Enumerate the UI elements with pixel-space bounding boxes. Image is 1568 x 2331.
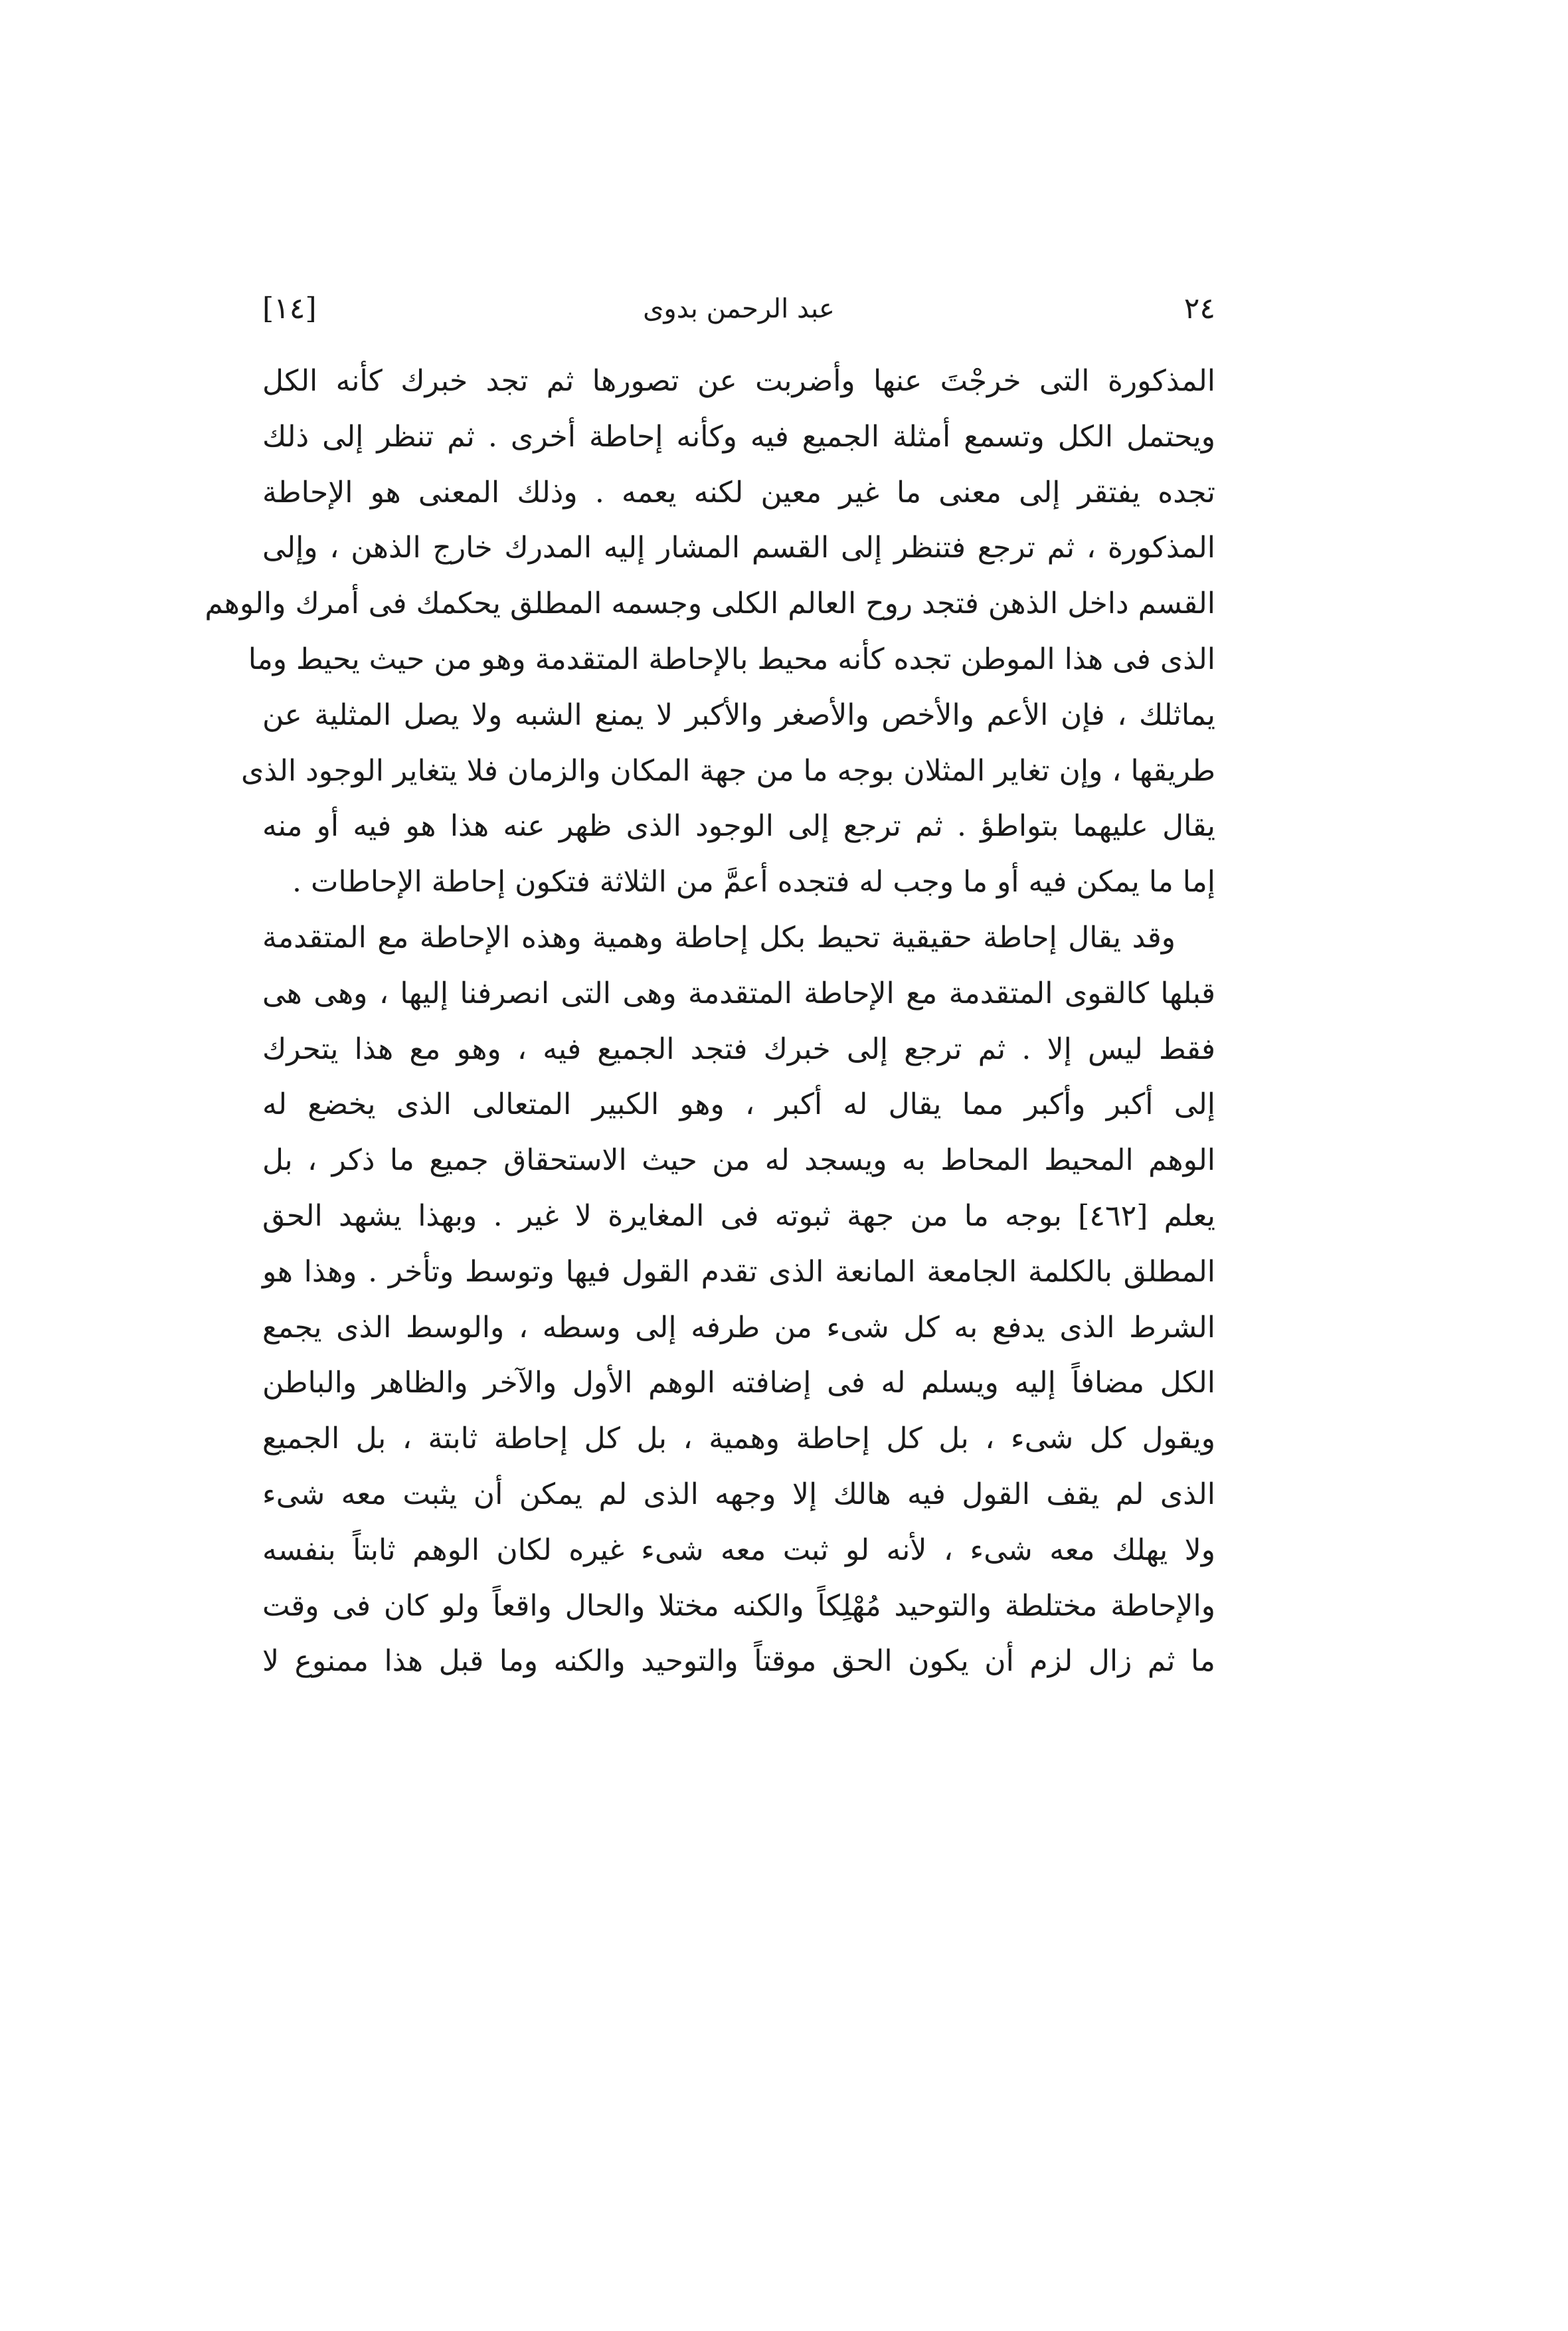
body-text [205,353,1216,1689]
text-line: ويحتمل الكل وتسمع أمثلة الجميع فيه وكأنه إحاطة أخرى . ثم تنظر إلى ذلك [262,419,1215,454]
section-number: [١٤] [262,292,317,326]
text-line: وقد يقال إحاطة حقيقية تحيط بكل إحاطة وهمية وهذه الإحاطة مع المتقدمة [262,920,1176,955]
text-line: تجده يفتقر إلى معنى ما غير معين لكنه يعمه . وذلك المعنى هو الإحاطة [262,475,1215,510]
paragraph [262,910,1215,1689]
text-line: الكل مضافاً إليه ويسلم له فى إضافته الوهم الأول والآخر والظاهر والباطن [262,1366,1215,1400]
text-line: المطلق بالكلمة الجامعة المانعة الذى تقدم القول فيها وتوسط وتأخر . وهذا هو [262,1254,1215,1289]
text-line: قبلها كالقوى المتقدمة مع الإحاطة المتقدمة وهى التى انصرفنا إليها ، وهى هى [262,976,1215,1010]
text-line: الشرط الذى يدفع به كل شىء من طرفه إلى وسطه ، والوسط الذى يجمع [262,1310,1215,1345]
text-line: الوهم المحيط المحاط به ويسجد له من حيث الاستحقاق جميع ما ذكر ، بل [262,1143,1215,1178]
text-line: يعلم [٤٦٢] بوجه ما من جهة ثبوته فى المغايرة لا غير . وبهذا يشهد الحق [262,1198,1216,1233]
text-line: القسم داخل الذهن فتجد روح العالم الكلى وجسمه المطلق يحكمك فى أمرك والوهم [205,587,1215,621]
running-head-author: عبد الرحمن بدوى [643,294,835,324]
text-line: يقال عليهما بتواطؤ . ثم ترجع إلى الوجود الذى ظهر عنه هذا هو فيه أو منه [262,809,1215,844]
text-line: طريقها ، وإن تغاير المثلان بوجه ما من جهة المكان والزمان فلا يتغاير الوجود الذى [240,753,1215,788]
text-line: ولا يهلك معه شىء ، لأنه لو ثبت معه شىء غيره لكان الوهم ثابتاً بنفسه [262,1533,1215,1567]
text-line: ما ثم زال لزم أن يكون الحق موقتاً والتوحيد والكنه وما قبل هذا ممنوع لا [262,1644,1215,1679]
text-line: والإحاطة مختلطة والتوحيد مُهْلِكاً والكنه مختلا والحال واقعاً ولو كان فى وقت [262,1588,1215,1623]
text-line: المذكورة ، ثم ترجع فتنظر إلى القسم المشار إليه المدرك خارج الذهن ، وإلى [262,531,1215,565]
text-line: الذى فى هذا الموطن تجده كأنه محيط بالإحاطة المتقدمة وهو من حيث يحيط وما [248,642,1215,676]
text-line: إلى أكبر وأكبر مما يقال له أكبر ، وهو الكبير المتعالى الذى يخضع له [262,1087,1215,1122]
text-line: الذى لم يقف القول فيه هالك إلا وجهه الذى لم يمكن أن يثبت معه شىء [262,1477,1215,1511]
text-line: المذكورة التى خرجْتَ عنها وأضربت عن تصورها ثم تجد خبرك كأنه الكل [262,364,1215,398]
page-number: ٢٤ [1183,292,1215,326]
text-line: فقط ليس إلا . ثم ترجع إلى خبرك فتجد الجميع فيه ، وهو مع هذا يتحرك [262,1032,1215,1066]
text-line: ويقول كل شىء ، بل كل إحاطة وهمية ، بل كل إحاطة ثابتة ، بل الجميع [262,1422,1215,1456]
text-line: يماثلك ، فإن الأعم والأخص والأصغر والأكبر لا يمنع الشبه ولا يصل المثلية عن [262,698,1215,732]
paragraph [205,353,1215,910]
running-header [262,286,1215,332]
text-line: إما ما يمكن فيه أو ما وجب له فتجده أعمَّ من الثلاثة فتكون إحاطة الإحاطات . [292,865,1215,899]
